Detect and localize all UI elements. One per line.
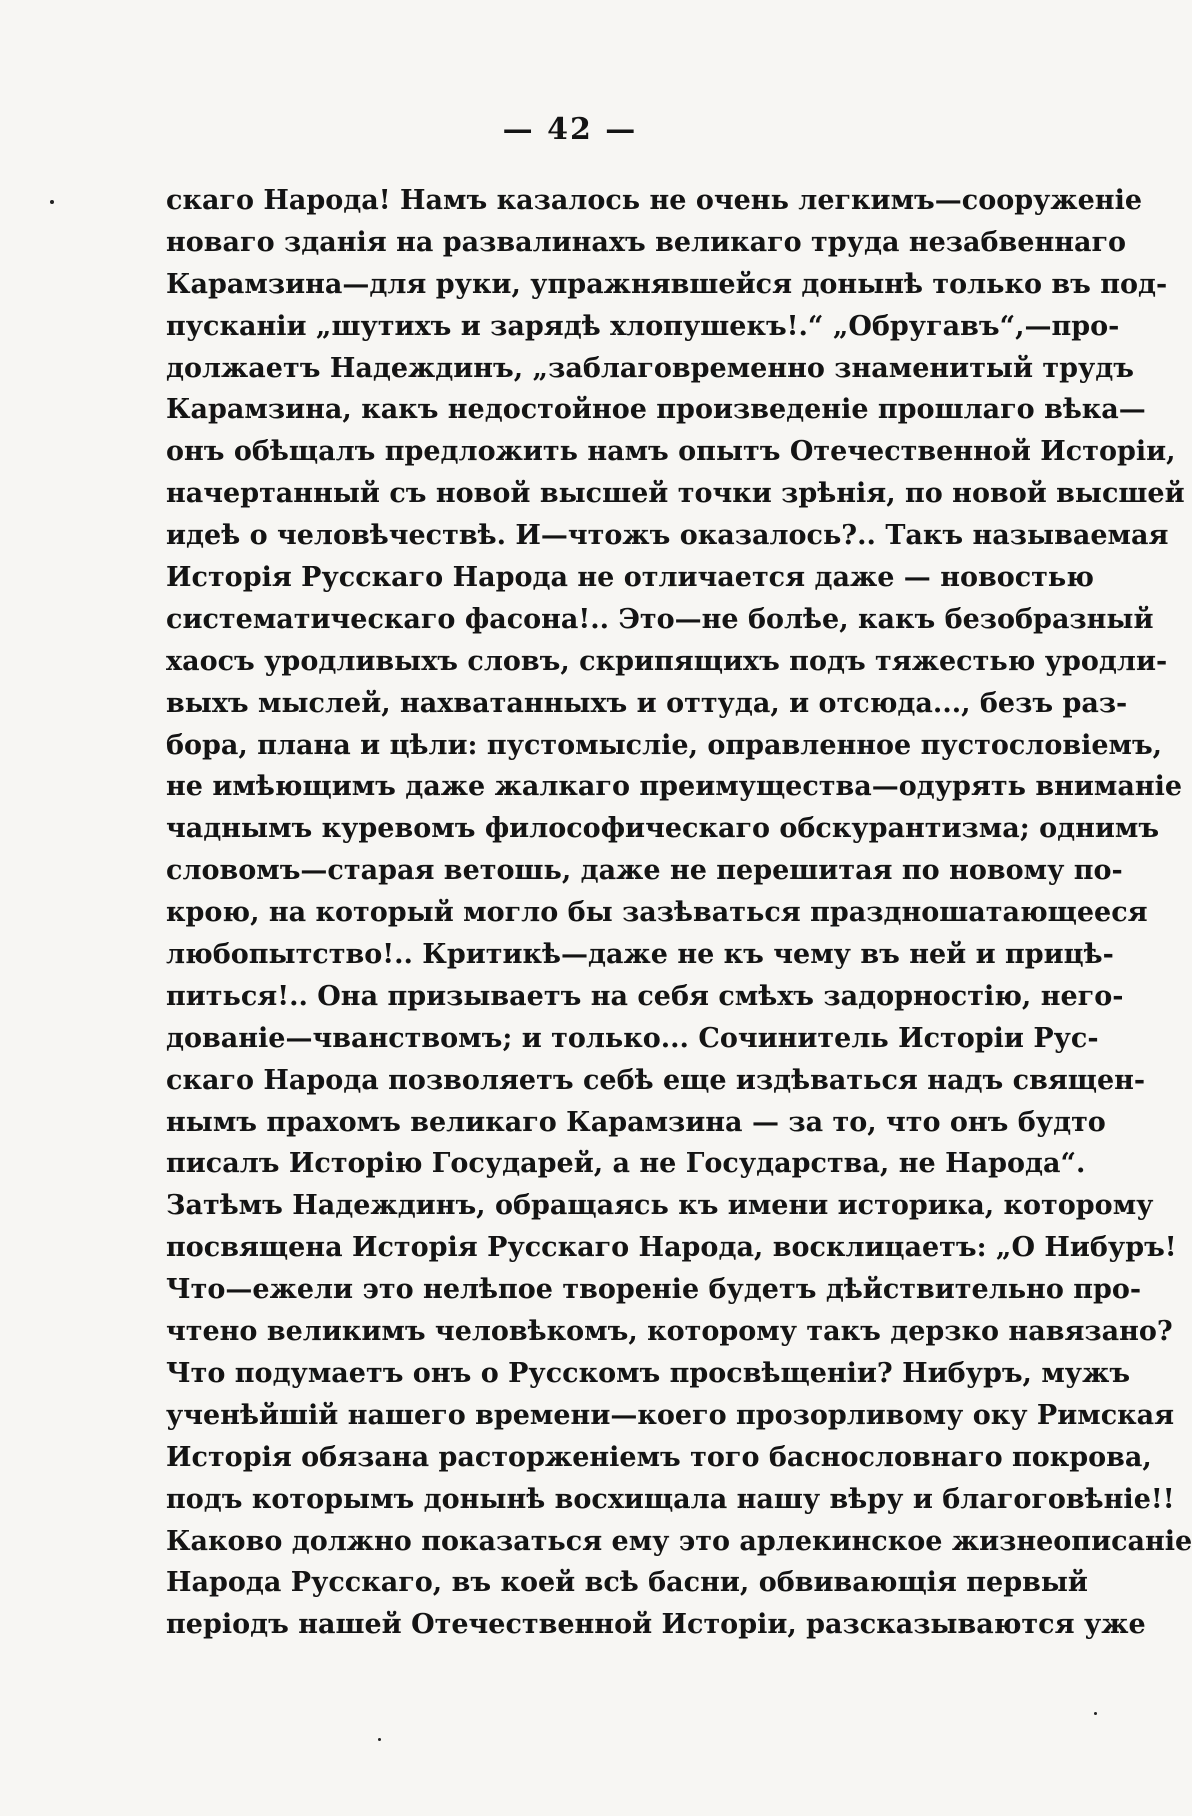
text-line: Карамзина, какъ недостойное произведеніе прошлаго вѣка—	[166, 394, 1146, 426]
text-line: писалъ Исторію Государей, а не Государства, не Народа“.	[166, 1148, 1086, 1180]
text-line: скаго Народа позволяетъ себѣ еще издѣваться надъ священ-	[166, 1064, 1146, 1096]
text-line: нымъ прахомъ великаго Карамзина — за то, что онъ будто	[166, 1106, 1106, 1138]
text-line: Что—ежели это нелѣпое твореніе будетъ дѣйствительно про-	[166, 1274, 1142, 1306]
text-line: выхъ мыслей, нахватанныхъ и оттуда, и отсюда..., безъ раз-	[166, 687, 1128, 719]
text-line: ученѣйшій нашего времени—коего прозорливому оку Римская	[166, 1399, 1175, 1431]
text-line: хаосъ уродливыхъ словъ, скрипящихъ подъ тяжестью уродли-	[166, 645, 1168, 677]
text-line: Каково должно показаться ему это арлекинское жизнеописаніе	[166, 1525, 1192, 1557]
text-line: посвящена Исторія Русскаго Народа, восклицаетъ: „О Нибуръ!	[166, 1232, 1177, 1264]
text-line: бора, плана и цѣли: пустомысліе, оправленное пустословіемъ,	[166, 729, 1163, 761]
page-number: — 42 —	[502, 112, 638, 147]
text-line: онъ обѣщалъ предложить намъ опытъ Отечественной Исторіи,	[166, 436, 1176, 468]
text-line: должаетъ Надеждинъ, „заблаговременно знаменитый трудъ	[166, 352, 1135, 384]
text-line: Карамзина—для руки, упражнявшейся донынѣ только въ под-	[166, 268, 1168, 300]
text-line: Затѣмъ Надеждинъ, обращаясь къ имени историка, которому	[166, 1190, 1154, 1222]
text-line: любопытство!.. Критикѣ—даже не къ чему въ ней и прицѣ-	[166, 939, 1114, 971]
text-line: періодъ нашей Отечественной Исторіи, разсказываются уже	[166, 1609, 1146, 1641]
text-line: дованіе—чванствомъ; и только... Сочинитель Исторіи Рус-	[166, 1022, 1099, 1054]
text-line: Что подумаетъ онъ о Русскомъ просвѣщеніи? Нибуръ, мужъ	[166, 1357, 1131, 1389]
text-line: новаго зданія на развалинахъ великаго труда незабвеннаго	[166, 226, 1127, 258]
text-line: Народа Русскаго, въ коей всѣ басни, обвивающія первый	[166, 1567, 1088, 1599]
text-line: чаднымъ куревомъ философическаго обскурантизма; однимъ	[166, 813, 1160, 845]
text-line: Исторія обязана расторженіемъ того баснословнаго покрова,	[166, 1441, 1152, 1473]
margin-speck	[378, 1738, 381, 1741]
text-line: крою, на который могло бы зазѣваться праздношатающееся	[166, 897, 1148, 929]
text-line: начертанный съ новой высшей точки зрѣнія, по новой высшей	[166, 478, 1185, 510]
text-line: чтено великимъ человѣкомъ, которому такъ дерзко навязано?	[166, 1316, 1173, 1348]
text-line: словомъ—старая ветошь, даже не перешитая по новому по-	[166, 855, 1123, 887]
text-line: пусканіи „шутихъ и зарядѣ хлопушекъ!.“ „Обругавъ“,—про-	[166, 310, 1120, 342]
text-line: не имѣющимъ даже жалкаго преимущества—одурять вниманіе	[166, 771, 1183, 803]
margin-speck	[50, 200, 54, 204]
text-line: скаго Народа! Намъ казалось не очень легкимъ—сооруженіе	[166, 185, 1143, 216]
body-text	[166, 180, 1192, 1646]
text-line: систематическаго фасона!.. Это—не болѣе, какъ безобразный	[166, 603, 1154, 635]
text-line: Исторія Русскаго Народа не отличается даже — новостью	[166, 562, 1094, 594]
text-line: идеѣ о человѣчествѣ. И—чтожъ оказалось?.. Такъ называемая	[166, 520, 1169, 552]
text-line: подъ которымъ донынѣ восхищала нашу вѣру и благоговѣніе!!	[166, 1483, 1175, 1515]
margin-speck	[1094, 1712, 1097, 1715]
text-line: питься!.. Она призываетъ на себя смѣхъ задорностію, него-	[166, 980, 1124, 1012]
